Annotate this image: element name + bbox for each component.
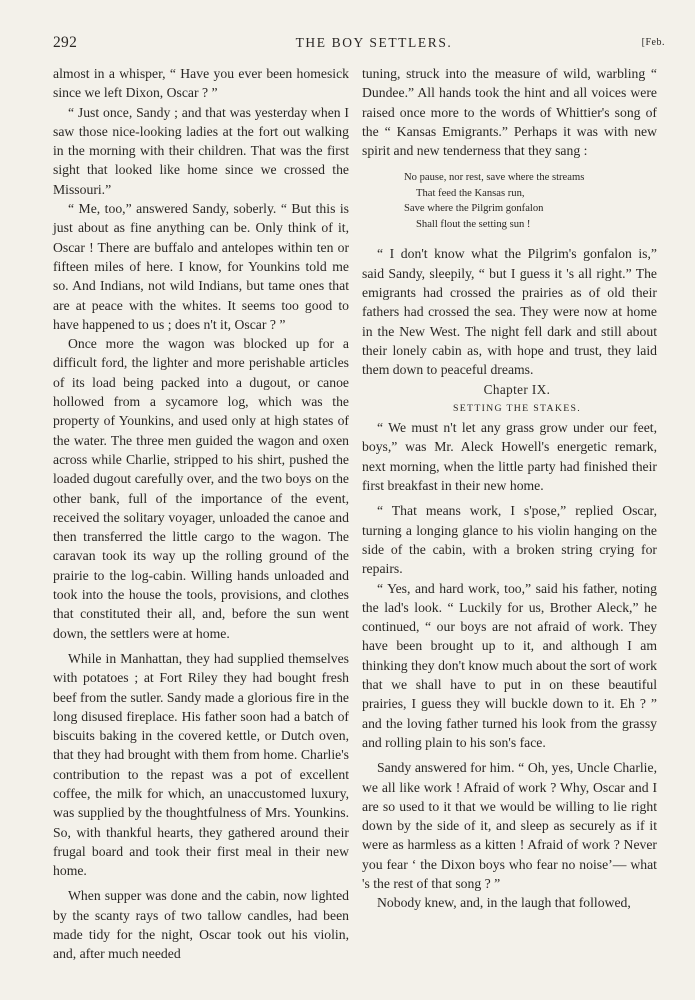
poem-line: Shall flout the setting sun ! — [416, 218, 531, 230]
paragraph: almost in a whisper, “ Have you ever been homesick since we left Dixon, Oscar ? ” — [53, 66, 349, 101]
paragraph: “ I don't know what the Pilgrim's gonfalon is,” said Sandy, sleepily, “ but I guess it 's all right.” The emigrants had crossed the prairies as of old their fathers had crossed the sea. They were now at home in the New West. The night fell dark and still about their lonely cabin as, with hope and trust, they laid them down to peaceful dreams. — [362, 246, 657, 378]
poem-line: Save where the Pilgrim gonfalon — [404, 203, 544, 215]
paragraph: “ Just once, Sandy ; and that was yesterday when I saw those nice-looking ladies at the fort out walking in the morning with their children. That was the first sight that looked like home since we crossed the Missouri.” — [53, 104, 349, 197]
page-number: 292 — [53, 34, 78, 51]
paragraph: tuning, struck into the measure of wild, warbling “ Dundee.” All hands took the hint and all voices were raised once more to the words of Whittier's song of the “ Kansas Emigrants.” Perhaps it was with new spirit and new tenderness that they sang : — [362, 66, 657, 159]
poem-stanza — [362, 170, 657, 232]
paragraph: Nobody knew, and, in the laugh that followed, — [377, 895, 631, 911]
paragraph: “ Me, too,” answered Sandy, soberly. “ But this is just about as fine anything can be. Only think of it, Oscar ! There are buffalo and antelopes within ten or fifteen miles of here. I know, for Younkins told me so. And Indians, not wild Indians, but tame ones that are at peace with the whites. It seems too good to have happened to us ; does n't it, Oscar ? ” — [53, 201, 349, 332]
paragraph: “ That means work, I s'pose,” replied Oscar, turning a longing glance to his violin hanging on the side of the cabin, with a broken string crying for repairs. — [362, 503, 657, 577]
paragraph: “ We must n't let any grass grow under our feet, boys,” was Mr. Aleck Howell's energetic remark, next morning, when the little party had finished their first breakfast in their new home. — [362, 420, 657, 494]
paragraph: “ Yes, and hard work, too,” said his father, noting the lad's look. “ Luckily for us, Brother Aleck,” he continued, “ our boys are not afraid of work. They have been brought up to it, and although I am thinking they don't know much about the sort of work that we shall have to put in on these beautiful prairies, I guess they will buckle down to it. Eh ? ” and the loving father turned his look from the grassy and rolling plain to his son's face. — [362, 580, 657, 750]
running-header — [53, 34, 665, 56]
running-title: THE BOY SETTLERS. — [295, 35, 453, 50]
paragraph: When supper was done and the cabin, now lighted by the scanty rays of two tallow candles, had been made tidy for the night, Oscar took out his violin, and, after much needed — [53, 888, 349, 962]
poem-line: That feed the Kansas run, — [416, 187, 525, 199]
poem-line: No pause, nor rest, save where the streams — [404, 172, 585, 184]
chapter-subtitle: SETTING THE STAKES. — [453, 402, 581, 414]
right-column — [362, 64, 657, 913]
paragraph: Once more the wagon was blocked up for a difficult ford, the lighter and more perishable articles of its load being packed into a dugout, or canoe hollowed from a sycamore log, which was the property of Younkins, and used only at high states of the water. The three men guided the wagon and oxen across while Charlie, stripped to his shirt, pushed the loaded dugout carefully over, and the two boys on the other bank, full of the importance of the event, received the solitary voyager, unloaded the canoe and then transferred the little cargo to the wagon. The caravan took its way up the rolling ground of the prairie to the log-cabin. Willing hands unloaded and took into the house the tools, provisions, and clothes that constituted their all, and, before the sun went down, the settlers were at home. — [53, 336, 349, 641]
left-column — [53, 64, 349, 964]
paragraph: While in Manhattan, they had supplied themselves with potatoes ; at Fort Riley they had bought fresh beef from the sutler. Sandy made a glorious fire in the long disused fireplace. His father soon had a batch of biscuits baking in the covered kettle, or Dutch oven, that they had brought with them from home. Charlie's contribution to the repast was a pot of excellent coffee, the milk for which, an unaccustomed luxury, was supplied by the thoughtfulness of Mrs. Younkins. So, with thankful hearts, they gathered around their frugal board and took their first meal in their new home. — [53, 650, 349, 879]
paragraph: Sandy answered for him. “ Oh, yes, Uncle Charlie, we all like work ! Afraid of work ? Why, Oscar and I are so used to it that we would be willing to lie right down by the side of it, and sleep as securely as if it were as harmless as a kitten ! Afraid of work ? Never you fear ‘ the Dixon boys who fear no noise’— what 's the rest of that song ? ” — [362, 760, 657, 891]
issue-date: [Feb. — [641, 37, 665, 48]
chapter-title: Chapter IX. — [483, 381, 551, 397]
